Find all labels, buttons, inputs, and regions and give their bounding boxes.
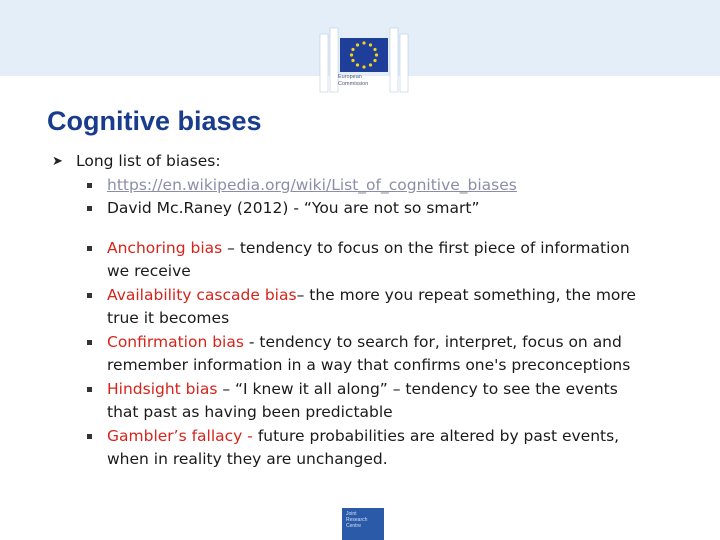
intro-bullet [50, 150, 650, 174]
intro-text: Long list of biases: [76, 152, 221, 170]
bias-term: Confirmation bias [107, 332, 244, 351]
bias-item [50, 331, 650, 378]
square-bullet-icon [87, 340, 92, 345]
bias-description: - tendency to search for, interpret, focus on and remember information in a way that confirms one's preconceptions [107, 332, 631, 374]
jrc-logo [342, 508, 384, 540]
jrc-line-2: Research [346, 517, 368, 523]
bias-item [50, 378, 650, 425]
bias-term: Hindsight bias [107, 379, 218, 398]
book-reference: David Mc.Raney (2012) - “You are not so smart” [107, 199, 480, 217]
logo-line-1: European [338, 74, 362, 80]
jrc-line-3: Centre [346, 523, 362, 529]
jrc-line-1: Joint [346, 511, 357, 517]
reference-item [50, 197, 650, 221]
square-bullet-icon [87, 387, 92, 392]
jrc-logo-text [346, 511, 367, 529]
slide-body [50, 150, 650, 472]
bias-term: Anchoring bias [107, 238, 223, 257]
slide-title: Cognitive biases [47, 106, 262, 136]
logo-line-2: Commission [338, 81, 369, 87]
square-bullet-icon [87, 183, 92, 188]
square-bullet-icon [87, 206, 92, 211]
bias-term: Gambler’s fallacy - [107, 426, 258, 445]
square-bullet-icon [87, 293, 92, 298]
reference-item [50, 174, 650, 198]
bias-description: – the more you repeat something, the more true it becomes [107, 285, 636, 327]
bias-item [50, 425, 650, 472]
bias-item [50, 284, 650, 331]
bias-item [50, 237, 650, 284]
bias-description: future probabilities are altered by past events, when in reality they are unchanged. [107, 426, 620, 468]
wikipedia-link[interactable]: https://en.wikipedia.org/wiki/List_of_cognitive_biases [107, 175, 517, 194]
bias-description: – tendency to focus on the first piece of information we receive [107, 238, 630, 280]
logo-wordmark [338, 74, 398, 88]
square-bullet-icon [87, 246, 92, 251]
arrow-bullet-icon: ➤ [52, 154, 63, 169]
bias-term: Availability cascade bias [107, 285, 297, 304]
square-bullet-icon [87, 434, 92, 439]
bias-description: – “I knew it all along” – tendency to see the events that past as having been predictable [107, 379, 618, 421]
